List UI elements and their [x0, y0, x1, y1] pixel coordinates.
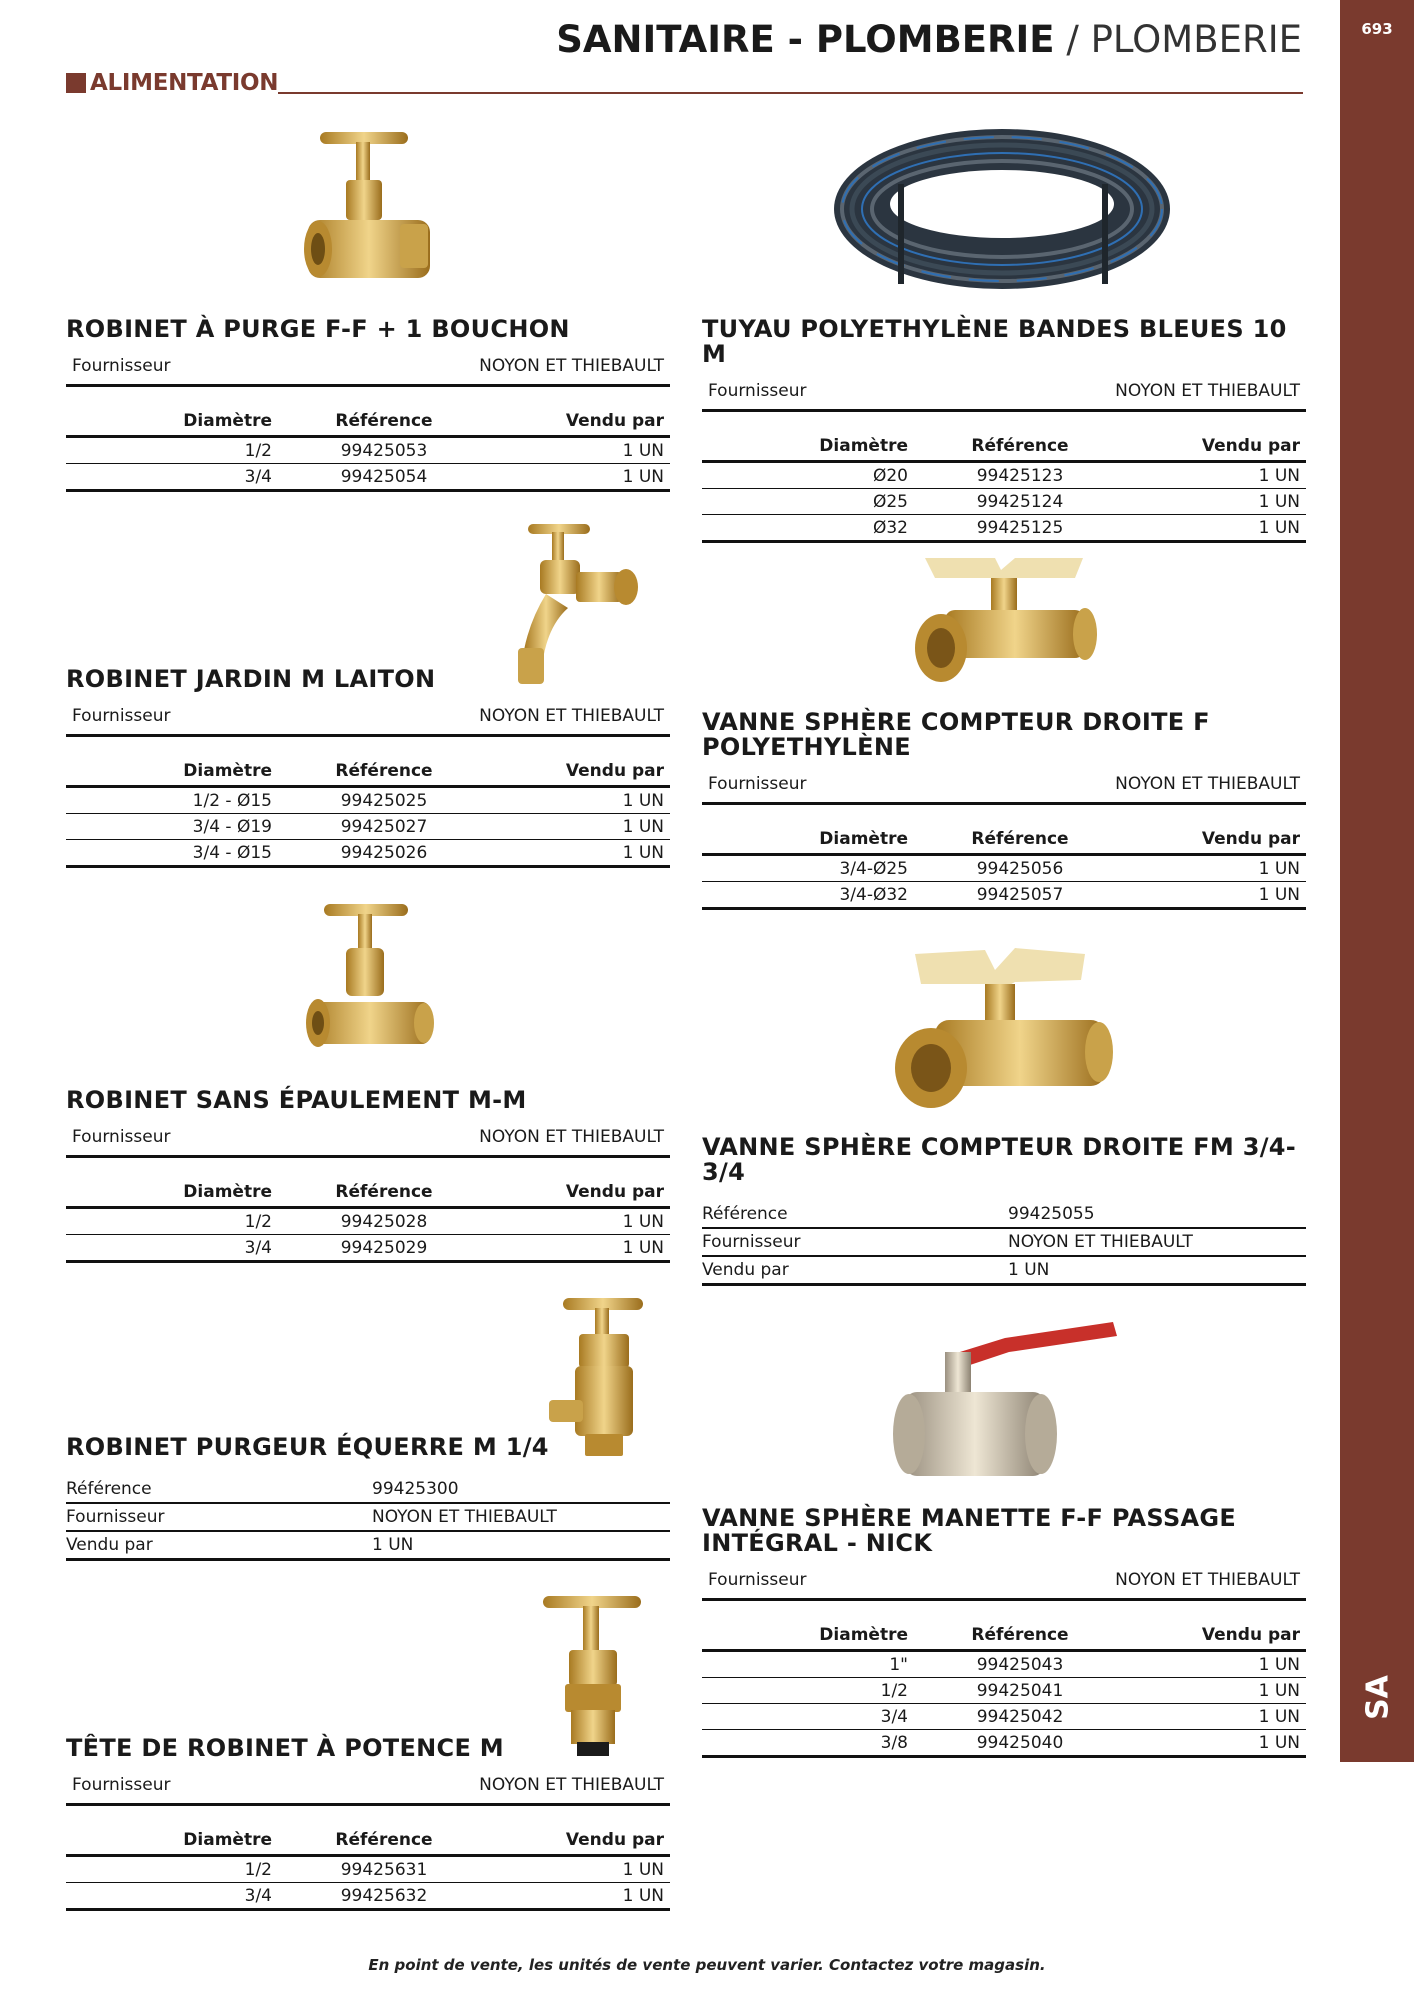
- table-header: [66, 1182, 670, 1208]
- spec-table: [702, 829, 1306, 910]
- info-row: [66, 1531, 670, 1560]
- table-row: [702, 1704, 1306, 1730]
- table-header: [702, 436, 1306, 462]
- col-reference: Référence: [914, 829, 1126, 855]
- supplier-row: [66, 1775, 670, 1806]
- product-title: TÊTE DE ROBINET À POTENCE M: [66, 1734, 504, 1762]
- table-row: [66, 1208, 670, 1235]
- supplier-row: [66, 706, 670, 737]
- cell-reference: 99425040: [914, 1730, 1126, 1757]
- col-vendu: Vendu par: [1126, 1625, 1306, 1651]
- page-number: 693: [1361, 20, 1393, 38]
- info-row: [702, 1228, 1306, 1256]
- product-vanne-compteur-pe: [702, 710, 1306, 910]
- spec-table: [66, 411, 670, 492]
- supplier-label: Fournisseur: [72, 1775, 171, 1795]
- garden-tap-image: [490, 520, 650, 690]
- table-header: [66, 411, 670, 437]
- col-diametre: Diamètre: [66, 1182, 278, 1208]
- cell-diametre: 1/2: [66, 1856, 278, 1883]
- product-tuyau-polyethylene: [702, 317, 1306, 543]
- product-title: [702, 1135, 1306, 1185]
- product-robinet-purgeur-equerre: [66, 1435, 670, 1561]
- info-row: [66, 1503, 670, 1531]
- table-row: [702, 1651, 1306, 1678]
- col-vendu: Vendu par: [490, 1830, 670, 1856]
- cell-reference: 99425057: [914, 882, 1126, 909]
- table-row: [66, 1235, 670, 1262]
- cell-reference: 99425025: [278, 787, 490, 814]
- supplier-row: [702, 1570, 1306, 1601]
- product-title-line1: VANNE SPHÈRE MANETTE F-F PASSAGE: [702, 1504, 1237, 1532]
- col-vendu: Vendu par: [490, 411, 670, 437]
- tab-label: SA: [1360, 1675, 1396, 1720]
- cell-reference: 99425123: [914, 462, 1126, 489]
- info-key: Vendu par: [702, 1256, 1008, 1285]
- supplier-value: NOYON ET THIEBAULT: [479, 706, 664, 726]
- product-title-line2: INTÉGRAL - NICK: [702, 1529, 933, 1557]
- cell-vendu: 1 UN: [490, 437, 670, 464]
- stop-valve-image: [300, 124, 440, 294]
- page-title-sub: PLOMBERIE: [1090, 18, 1302, 61]
- supplier-label: Fournisseur: [72, 706, 171, 726]
- col-vendu: Vendu par: [1126, 436, 1306, 462]
- cell-reference: 99425026: [278, 840, 490, 867]
- cell-diametre: 1/2: [702, 1678, 914, 1704]
- cell-diametre: 3/4 - Ø15: [66, 840, 278, 867]
- cell-vendu: 1 UN: [1126, 1704, 1306, 1730]
- meter-ball-valve-fm-image: [885, 940, 1115, 1110]
- col-vendu: Vendu par: [490, 761, 670, 787]
- table-row: [702, 1730, 1306, 1757]
- supplier-value: NOYON ET THIEBAULT: [479, 1775, 664, 1795]
- page-title-separator: /: [1066, 18, 1079, 61]
- info-row: [66, 1476, 670, 1503]
- product-tete-robinet: [66, 1736, 670, 1911]
- product-title: ROBINET À PURGE F-F + 1 BOUCHON: [66, 315, 570, 343]
- col-diametre: Diamètre: [66, 1830, 278, 1856]
- col-reference: Référence: [914, 436, 1126, 462]
- cell-vendu: 1 UN: [1126, 882, 1306, 909]
- cell-diametre: 1": [702, 1651, 914, 1678]
- supplier-value: NOYON ET THIEBAULT: [1115, 1570, 1300, 1590]
- col-reference: Référence: [278, 411, 490, 437]
- col-vendu: Vendu par: [490, 1182, 670, 1208]
- cell-vendu: 1 UN: [490, 840, 670, 867]
- cell-diametre: 3/4-Ø32: [702, 882, 914, 909]
- supplier-row: [66, 356, 670, 387]
- info-key: Référence: [702, 1201, 1008, 1228]
- product-vanne-manette: [702, 1506, 1306, 1758]
- cell-vendu: 1 UN: [1126, 515, 1306, 542]
- side-tab: [1340, 0, 1414, 1762]
- col-reference: Référence: [278, 761, 490, 787]
- cell-reference: 99425041: [914, 1678, 1126, 1704]
- supplier-row: [702, 774, 1306, 805]
- cell-diametre: Ø32: [702, 515, 914, 542]
- cell-diametre: 1/2: [66, 437, 278, 464]
- col-reference: Référence: [278, 1830, 490, 1856]
- cell-diametre: 3/4: [702, 1704, 914, 1730]
- info-table: [702, 1201, 1306, 1286]
- cell-diametre: 3/4: [66, 1235, 278, 1262]
- cell-diametre: 3/4: [66, 464, 278, 491]
- col-vendu: Vendu par: [1126, 829, 1306, 855]
- table-row: [66, 437, 670, 464]
- product-vanne-compteur-fm: [702, 1135, 1306, 1286]
- cell-reference: 99425631: [278, 1856, 490, 1883]
- cell-reference: 99425125: [914, 515, 1126, 542]
- info-value: NOYON ET THIEBAULT: [1008, 1228, 1306, 1256]
- cell-reference: 99425028: [278, 1208, 490, 1235]
- product-title: [702, 1506, 1306, 1556]
- cell-vendu: 1 UN: [1126, 855, 1306, 882]
- cell-vendu: 1 UN: [1126, 1730, 1306, 1757]
- product-title: ROBINET JARDIN M LAITON: [66, 665, 436, 693]
- product-title-line2: 3/4: [702, 1158, 746, 1186]
- info-value: 99425055: [1008, 1201, 1306, 1228]
- cell-vendu: 1 UN: [1126, 1651, 1306, 1678]
- straight-stop-valve-image: [300, 898, 440, 1068]
- section-rule: [278, 92, 1303, 94]
- product-title-line1: VANNE SPHÈRE COMPTEUR DROITE F: [702, 708, 1210, 736]
- cell-vendu: 1 UN: [490, 1208, 670, 1235]
- table-header: [702, 829, 1306, 855]
- cell-diametre: 3/4: [66, 1883, 278, 1910]
- cell-vendu: 1 UN: [490, 1856, 670, 1883]
- table-row: [702, 515, 1306, 542]
- product-title: ROBINET SANS ÉPAULEMENT M-M: [66, 1086, 527, 1114]
- table-header: [66, 1830, 670, 1856]
- product-robinet-sans-epaulement: [66, 1088, 670, 1263]
- info-row: [702, 1256, 1306, 1285]
- cell-diametre: Ø25: [702, 489, 914, 515]
- supplier-value: NOYON ET THIEBAULT: [479, 1127, 664, 1147]
- info-row: [702, 1201, 1306, 1228]
- cell-vendu: 1 UN: [1126, 1678, 1306, 1704]
- product-robinet-jardin: [66, 667, 670, 868]
- section-label: ALIMENTATION: [90, 70, 279, 96]
- supplier-value: NOYON ET THIEBAULT: [1115, 381, 1300, 401]
- cell-vendu: 1 UN: [1126, 462, 1306, 489]
- info-value: NOYON ET THIEBAULT: [372, 1503, 670, 1531]
- table-row: [66, 840, 670, 867]
- cell-reference: 99425054: [278, 464, 490, 491]
- col-reference: Référence: [914, 1625, 1126, 1651]
- cell-diametre: 3/8: [702, 1730, 914, 1757]
- info-key: Vendu par: [66, 1531, 372, 1560]
- table-row: [66, 1856, 670, 1883]
- product-title: TUYAU POLYETHYLÈNE BANDES BLEUES 10 M: [702, 315, 1287, 368]
- supplier-label: Fournisseur: [72, 1127, 171, 1147]
- cell-reference: 99425632: [278, 1883, 490, 1910]
- lever-ball-valve-image: [885, 1316, 1125, 1486]
- table-row: [66, 814, 670, 840]
- meter-ball-valve-pe-image: [905, 548, 1100, 688]
- table-header: [702, 1625, 1306, 1651]
- col-diametre: Diamètre: [66, 761, 278, 787]
- info-value: 99425300: [372, 1476, 670, 1503]
- info-table: [66, 1476, 670, 1561]
- supplier-label: Fournisseur: [708, 381, 807, 401]
- spec-table: [702, 436, 1306, 543]
- cell-reference: 99425042: [914, 1704, 1126, 1730]
- supplier-label: Fournisseur: [708, 774, 807, 794]
- product-title: ROBINET PURGEUR ÉQUERRE M 1/4: [66, 1433, 549, 1461]
- info-value: 1 UN: [1008, 1256, 1306, 1285]
- cell-vendu: 1 UN: [490, 1235, 670, 1262]
- page-title-main: SANITAIRE - PLOMBERIE: [556, 18, 1055, 61]
- cell-reference: 99425056: [914, 855, 1126, 882]
- cell-diametre: Ø20: [702, 462, 914, 489]
- info-key: Fournisseur: [66, 1503, 372, 1531]
- supplier-row: [66, 1127, 670, 1158]
- cell-diametre: 1/2 - Ø15: [66, 787, 278, 814]
- product-robinet-purge: [66, 317, 670, 492]
- info-key: Référence: [66, 1476, 372, 1503]
- cell-reference: 99425043: [914, 1651, 1126, 1678]
- section-header: [66, 70, 1303, 96]
- supplier-value: NOYON ET THIEBAULT: [479, 356, 664, 376]
- cell-vendu: 1 UN: [490, 464, 670, 491]
- col-diametre: Diamètre: [702, 1625, 914, 1651]
- cell-reference: 99425053: [278, 437, 490, 464]
- cell-diametre: 1/2: [66, 1208, 278, 1235]
- col-diametre: Diamètre: [702, 436, 914, 462]
- table-row: [702, 462, 1306, 489]
- product-title-line1: VANNE SPHÈRE COMPTEUR DROITE FM 3/4-: [702, 1133, 1297, 1161]
- spec-table: [702, 1625, 1306, 1758]
- col-reference: Référence: [278, 1182, 490, 1208]
- section-square-icon: [66, 73, 86, 93]
- supplier-label: Fournisseur: [72, 356, 171, 376]
- col-diametre: Diamètre: [66, 411, 278, 437]
- page-title: [556, 18, 1302, 61]
- col-diametre: Diamètre: [702, 829, 914, 855]
- table-row: [702, 855, 1306, 882]
- table-row: [702, 489, 1306, 515]
- footer-note: En point de vente, les unités de vente peuvent varier. Contactez votre magasin.: [368, 1956, 1046, 1974]
- table-header: [66, 761, 670, 787]
- supplier-row: [702, 381, 1306, 412]
- cell-diametre: 3/4-Ø25: [702, 855, 914, 882]
- table-row: [66, 1883, 670, 1910]
- cell-reference: 99425029: [278, 1235, 490, 1262]
- table-row: [702, 1678, 1306, 1704]
- pe-pipe-coil-image: [830, 124, 1175, 294]
- supplier-value: NOYON ET THIEBAULT: [1115, 774, 1300, 794]
- table-row: [702, 882, 1306, 909]
- product-title-line2: POLYETHYLÈNE: [702, 733, 911, 761]
- product-title: [702, 710, 1306, 760]
- cell-vendu: 1 UN: [490, 787, 670, 814]
- info-value: 1 UN: [372, 1531, 670, 1560]
- table-row: [66, 464, 670, 491]
- cell-reference: 99425027: [278, 814, 490, 840]
- cell-vendu: 1 UN: [490, 1883, 670, 1910]
- spec-table: [66, 1182, 670, 1263]
- supplier-label: Fournisseur: [708, 1570, 807, 1590]
- cell-reference: 99425124: [914, 489, 1126, 515]
- spec-table: [66, 761, 670, 868]
- cell-vendu: 1 UN: [490, 814, 670, 840]
- cell-vendu: 1 UN: [1126, 489, 1306, 515]
- spec-table: [66, 1830, 670, 1911]
- info-key: Fournisseur: [702, 1228, 1008, 1256]
- cell-diametre: 3/4 - Ø19: [66, 814, 278, 840]
- table-row: [66, 787, 670, 814]
